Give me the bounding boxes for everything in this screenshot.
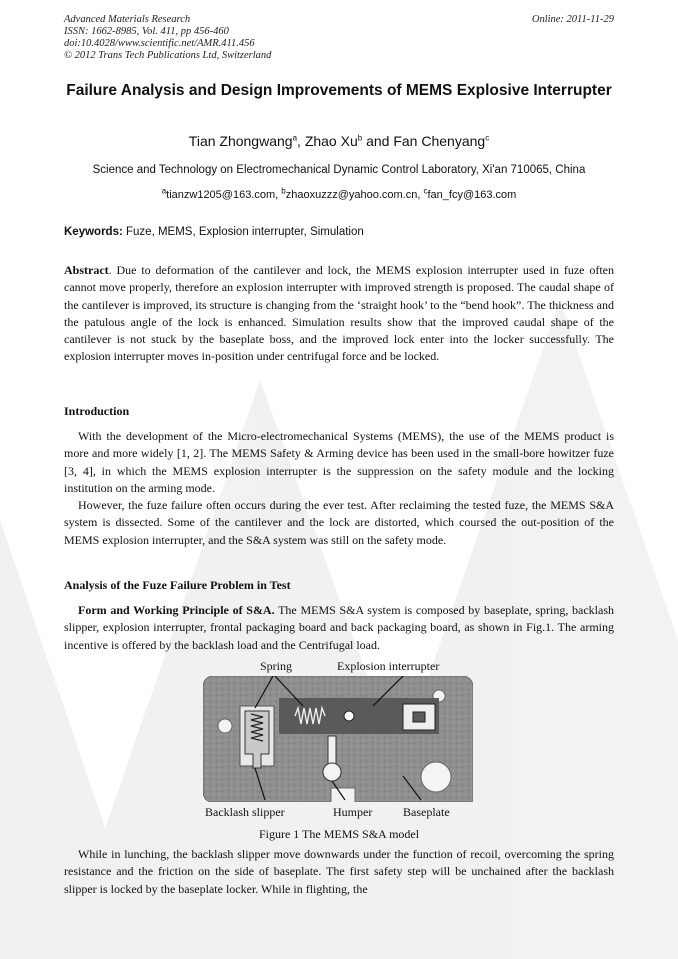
figure-label-spring: Spring	[260, 659, 293, 673]
email-list	[64, 186, 614, 201]
mems-sa-figure	[203, 676, 473, 802]
analysis-paragraph	[64, 602, 614, 654]
figure-label-baseplate: Baseplate	[403, 805, 450, 819]
author-list	[64, 133, 614, 149]
figure-label-interrupter: Explosion interrupter	[337, 659, 440, 673]
keywords-label: Keywords:	[64, 226, 123, 238]
email-separator: ,	[417, 189, 424, 201]
author-name: Zhao Xu	[304, 133, 358, 149]
affiliation: Science and Technology on Electromechanical Dynamic Control Laboratory, Xi'an 710065, China	[92, 164, 586, 176]
abstract-label: Abstract	[64, 263, 109, 277]
closing-paragraph: While in lunching, the backlash slipper move downwards under the function of recoil, overcoming the spring resistance and the friction on the side of baseplate. The first safety step will be unchained after the backlash slipper is locked by the baseplate locker. While in flighting, the	[64, 847, 614, 896]
detonator-icon	[344, 711, 354, 721]
introduction-paragraph-1: With the development of the Micro-electromechanical Systems (MEMS), the use of the MEMS product is more and more widely [1, 2]. The MEMS Safety & Arming device has been used in the small-bore howitzer fuze [3, 4], in which the MEMS explosion interrupter is the suppression on the safety module and the locking institution on the arming mode.	[64, 429, 614, 495]
email-address: tianzw1205@163.com	[166, 189, 276, 201]
figure-caption: Figure 1 The MEMS S&A model	[258, 827, 420, 841]
analysis-text: The MEMS S&A system is composed by baseplate, spring, backlash slipper, explosion interrupter, frontal packaging board and back packaging board, as shown in Fig.1. The arming incentive is offered by the backlash load and the Centrifugal load.	[64, 603, 614, 652]
author-mark: b	[357, 133, 363, 143]
keywords-text: Fuze, MEMS, Explosion interrupter, Simulation	[126, 226, 364, 238]
email-mark: c	[423, 186, 428, 196]
keywords-line	[64, 226, 614, 238]
abstract-text: . Due to deformation of the cantilever and lock, the MEMS explosion interrupter used in fuze often cannot move properly, therefore an explosion interrupter with improved strength is proposed. The caudal shape of the cantilever is improved, its structure is changing from the ‘straight hook’ to the “bend hook”. The thickness and the patulous angle of the lock is enhanced. Simulation results show that the improved caudal shape of the cantilever is not stuck by the baseplate boss, and the improved lock enter into the locker successfully. The explosion interrupter moves in-position under centrifugal force and be locked.	[64, 263, 614, 364]
analysis-heading: Analysis of the Fuze Failure Problem in Test	[64, 578, 291, 592]
figure-label-backlash: Backlash slipper	[205, 805, 285, 819]
email-separator: ,	[275, 189, 282, 201]
figure-label-humper: Humper	[333, 805, 373, 819]
journal-issn: ISSN: 1662-8985, Vol. 411, pp 456-460	[64, 26, 229, 37]
mount-hole-icon	[421, 762, 451, 792]
author-mark: c	[485, 133, 490, 143]
introduction-heading: Introduction	[64, 404, 130, 418]
journal-doi: doi:10.4028/www.scientific.net/AMR.411.456	[64, 38, 255, 49]
author-name: Fan Chenyang	[393, 133, 486, 149]
author-name: Tian Zhongwang	[188, 133, 293, 149]
introduction-paragraph-2: However, the fuze failure often occurs during the ever test. After reclaiming the tested fuze, the MEMS S&A system is dissected. Some of the cantilever and the lock are distorted, which coursed the out-position of the MEMS explosion interrupter, and the S&A system was still on the safety mode.	[64, 498, 614, 547]
email-address: zhaoxuzzz@yahoo.com.cn	[285, 189, 418, 201]
humper-stem	[328, 736, 336, 766]
journal-header	[64, 14, 271, 62]
email-mark: a	[161, 186, 167, 196]
journal-copyright: © 2012 Trans Tech Publications Ltd, Switzerland	[64, 50, 272, 61]
humper-icon	[323, 763, 341, 781]
email-mark: b	[281, 186, 286, 196]
email-address: fan_fcy@163.com	[427, 189, 517, 201]
journal-name: Advanced Materials Research	[64, 14, 191, 25]
author-separator: ,	[297, 133, 305, 149]
abstract-paragraph	[64, 262, 614, 366]
author-separator: and	[362, 133, 394, 149]
author-mark: a	[292, 133, 298, 143]
online-date: Online: 2011-11-29	[531, 14, 614, 25]
analysis-subheading: Form and Working Principle of S&A.	[78, 603, 275, 617]
mount-hole-icon	[218, 719, 232, 733]
paper-title: Failure Analysis and Design Improvements of MEMS Explosive Interrupter	[66, 82, 612, 99]
